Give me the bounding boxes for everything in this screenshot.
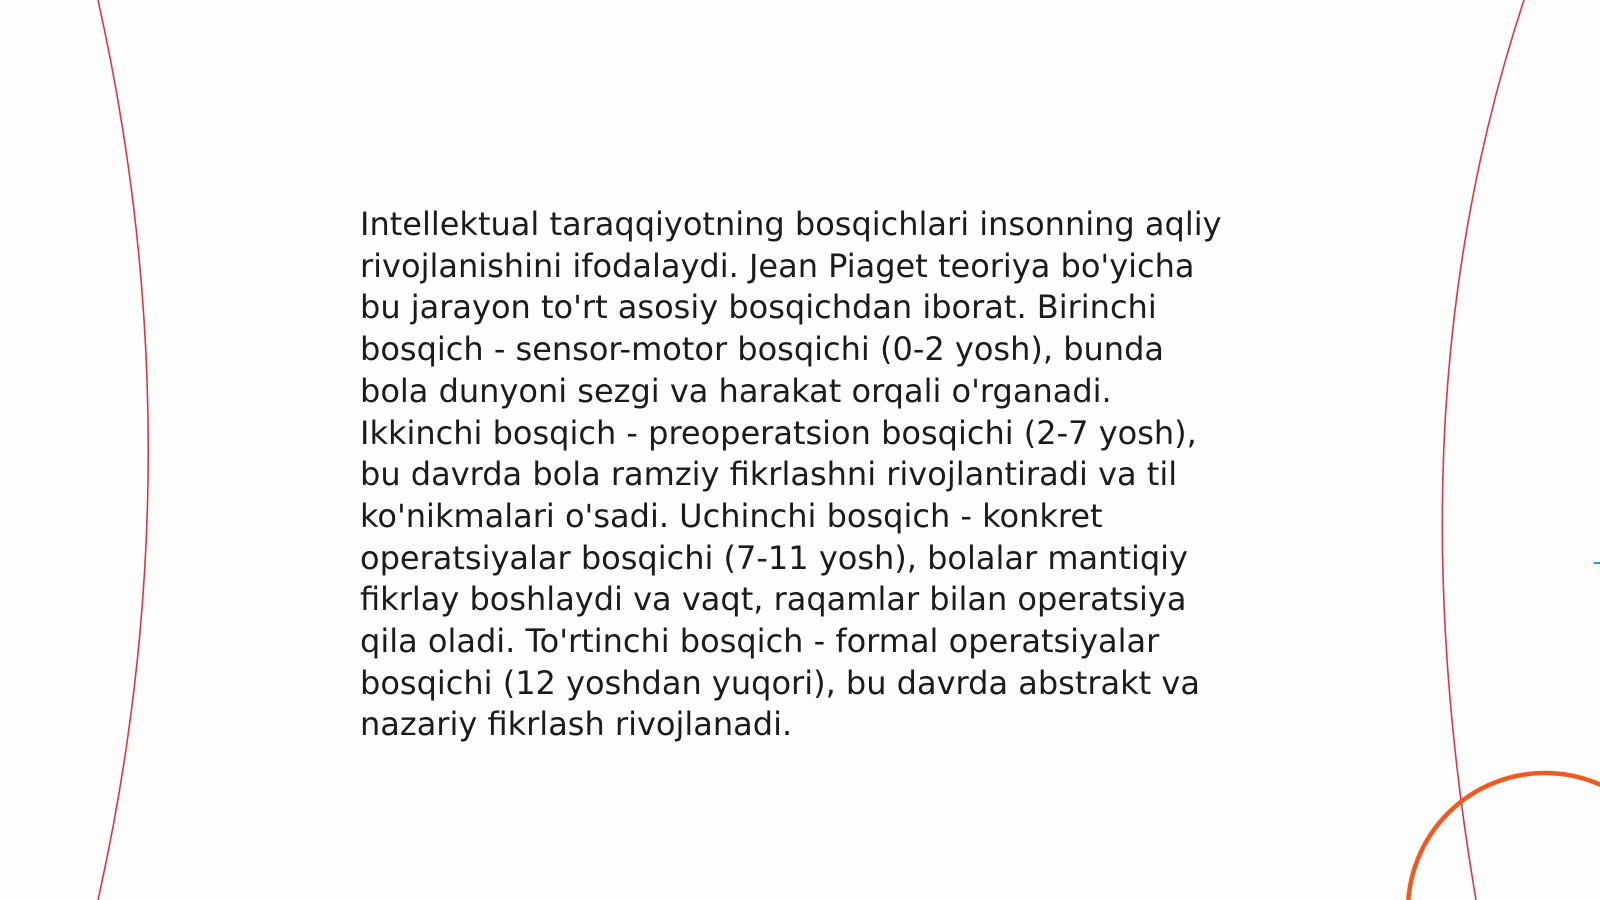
body-paragraph: Intellektual taraqqiyotning bosqichlari insonning aqliy rivojlanishini ifodalaydi. Jean Piaget teoriya bo'yicha bu jarayon to'rt asosiy bosqichdan iborat. Birinchi bosqich - sensor-motor bosqichi (0-2 yosh), bunda bola dunyoni sezgi va harakat orqali o'rganadi. Ikkinchi bosqich - preoperatsion bosqichi (2-7 yosh), bu davrda bola ramziy fikrlashni rivojlantiradi va til ko'nikmalari o'sadi. Uchinchi bosqich - konkret operatsiyalar bosqichi (7-11 yosh), bolalar mantiqiy fikrlay boshlaydi va vaqt, raqamlar bilan operatsiya qila oladi. To'rtinchi bosqich - formal operatsiyalar bosqichi (12 yoshdan yuqori), bu davrda abstrakt va nazariy fikrlash rivojlanadi.	[360, 205, 1222, 744]
right-red-curve	[1442, 0, 1524, 900]
orange-arc	[1408, 773, 1600, 900]
left-red-curve	[98, 0, 148, 900]
